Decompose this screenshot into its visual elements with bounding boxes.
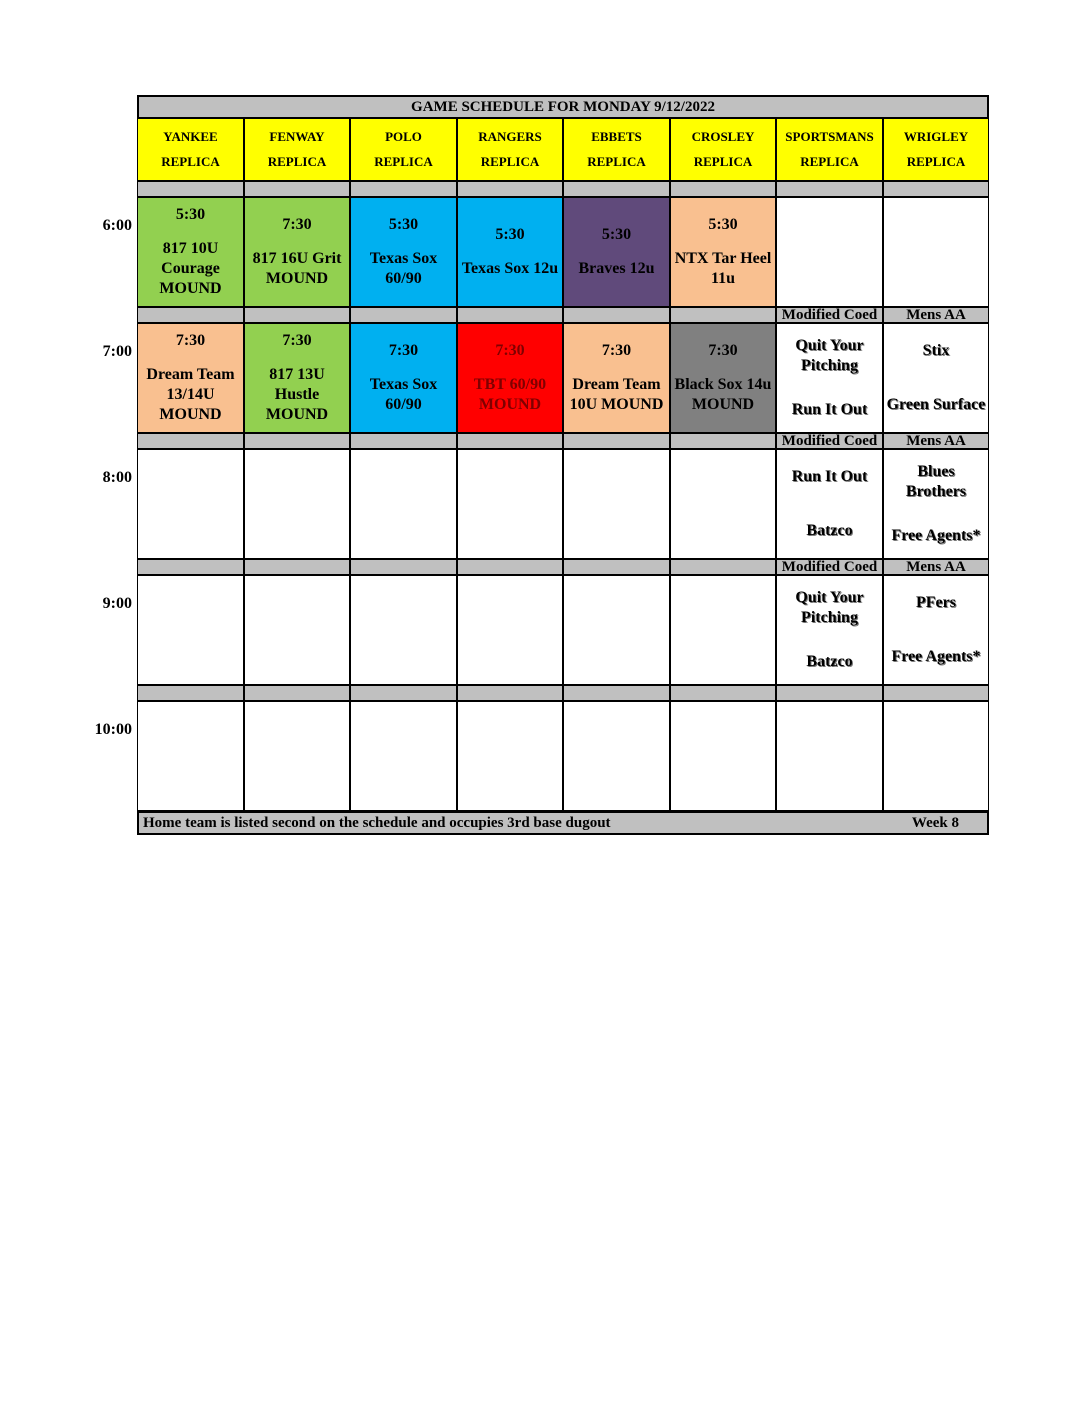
game-slot[interactable] <box>137 701 244 811</box>
game-time: 7:30 <box>282 332 312 349</box>
game-slot[interactable] <box>776 197 883 307</box>
schedule-title: GAME SCHEDULE FOR MONDAY 9/12/2022 <box>137 95 989 119</box>
separator-band <box>457 307 563 323</box>
separator-band <box>670 181 776 197</box>
visiting-team: Quit Your Pitching <box>795 337 864 374</box>
separator-band <box>244 307 350 323</box>
game-time: 5:30 <box>175 206 206 223</box>
separator-band <box>883 181 989 197</box>
game-time: 7:30 <box>601 342 632 359</box>
game-slot[interactable] <box>457 323 563 433</box>
game-slot[interactable] <box>776 323 883 433</box>
separator-band <box>244 181 350 197</box>
separator-band <box>776 307 883 323</box>
game-time: 7:30 <box>175 332 206 349</box>
separator-band <box>350 181 457 197</box>
game-slot[interactable] <box>244 323 350 433</box>
team-matchup: Texas Sox 12u <box>461 260 559 277</box>
field-header-ebbets <box>563 118 670 181</box>
field-name: SPORTSMANS <box>785 129 874 145</box>
visiting-team: PFers <box>916 594 956 611</box>
home-team-note: Home team is listed second on the schedule and occupies 3rd base dugout <box>143 814 611 831</box>
league-label-modified-coed: Modified Coed <box>781 559 878 575</box>
game-slot[interactable] <box>883 323 989 433</box>
separator-band <box>883 433 989 449</box>
field-name: EBBETS <box>591 129 642 145</box>
game-slot[interactable] <box>457 575 563 685</box>
home-team: Free Agents* <box>891 648 981 665</box>
field-subtitle: REPLICA <box>267 153 327 169</box>
field-name: CROSLEY <box>691 129 755 145</box>
separator-band <box>670 559 776 575</box>
field-subtitle: REPLICA <box>693 153 753 169</box>
separator-band <box>350 307 457 323</box>
field-subtitle: REPLICA <box>161 153 220 169</box>
field-name: YANKEE <box>163 129 218 145</box>
separator-band <box>563 433 670 449</box>
game-slot[interactable] <box>883 197 989 307</box>
field-subtitle: REPLICA <box>374 153 433 169</box>
team-matchup: NTX Tar Heel 11u <box>674 250 772 287</box>
separator-band <box>137 559 244 575</box>
separator-band <box>350 559 457 575</box>
separator-band <box>457 433 563 449</box>
separator-band <box>776 685 883 701</box>
separator-band <box>350 433 457 449</box>
game-slot[interactable] <box>883 575 989 685</box>
field-header-wrigley <box>883 118 989 181</box>
game-slot[interactable] <box>137 323 244 433</box>
league-label-mens-aa: Mens AA <box>906 307 966 323</box>
separator-band <box>776 181 883 197</box>
separator-band <box>137 685 244 701</box>
game-slot[interactable] <box>137 575 244 685</box>
separator-band <box>883 685 989 701</box>
separator-band <box>563 559 670 575</box>
game-slot[interactable] <box>883 449 989 559</box>
game-slot[interactable] <box>776 701 883 811</box>
separator-band <box>563 307 670 323</box>
field-header-polo <box>350 118 457 181</box>
league-label-mens-aa: Mens AA <box>906 559 966 575</box>
field-name: POLO <box>385 129 422 145</box>
field-name: WRIGLEY <box>903 129 969 145</box>
separator-band <box>137 307 244 323</box>
home-team: Run It Out <box>791 401 868 418</box>
separator-band <box>457 559 563 575</box>
game-slot[interactable] <box>137 449 244 559</box>
separator-band <box>670 685 776 701</box>
team-matchup: Texas Sox 60/90 <box>369 250 438 287</box>
game-slot[interactable] <box>776 449 883 559</box>
visiting-team: Quit Your Pitching <box>795 589 864 626</box>
game-time: 5:30 <box>708 216 738 233</box>
game-slot[interactable] <box>670 323 776 433</box>
game-slot[interactable] <box>670 197 776 307</box>
home-team: Free Agents* <box>891 527 981 544</box>
game-slot[interactable] <box>350 323 457 433</box>
game-slot[interactable] <box>670 575 776 685</box>
team-matchup: 817 16U Grit MOUND <box>252 250 342 287</box>
home-team: Batzco <box>806 522 853 539</box>
field-subtitle: REPLICA <box>800 153 859 169</box>
separator-band <box>457 181 563 197</box>
team-matchup: Texas Sox 60/90 <box>369 376 438 413</box>
separator-band <box>563 181 670 197</box>
game-time: 7:30 <box>708 342 738 359</box>
field-header-crosley <box>670 118 776 181</box>
separator-band <box>670 433 776 449</box>
field-header-sportsmans <box>776 118 883 181</box>
game-slot[interactable] <box>457 701 563 811</box>
game-time: 5:30 <box>601 226 632 243</box>
separator-band <box>776 433 883 449</box>
separator-band <box>137 181 244 197</box>
separator-band <box>776 559 883 575</box>
team-matchup: Dream Team 13/14U MOUND <box>146 366 235 423</box>
field-subtitle: REPLICA <box>906 153 966 169</box>
schedule-table <box>137 95 989 832</box>
home-team: Batzco <box>806 653 853 670</box>
separator-band <box>244 559 350 575</box>
field-header-rangers <box>457 118 563 181</box>
game-slot[interactable] <box>244 701 350 811</box>
game-slot[interactable] <box>137 197 244 307</box>
league-label-mens-aa: Mens AA <box>906 433 966 449</box>
game-slot[interactable] <box>563 323 670 433</box>
separator-band <box>244 685 350 701</box>
game-time: 7:30 <box>495 342 525 359</box>
game-slot[interactable] <box>883 701 989 811</box>
week-label: Week 8 <box>911 814 959 831</box>
game-slot[interactable] <box>244 197 350 307</box>
time-label: 10:00 <box>94 721 132 738</box>
home-team: Green Surface <box>886 396 986 413</box>
time-label: 9:00 <box>102 595 132 612</box>
team-matchup: TBT 60/90 MOUND <box>473 376 547 413</box>
separator-band <box>563 685 670 701</box>
separator-band <box>137 433 244 449</box>
time-label: 6:00 <box>102 217 132 234</box>
visiting-team: Blues Brothers <box>905 463 967 500</box>
game-slot[interactable] <box>563 197 670 307</box>
league-label-modified-coed: Modified Coed <box>781 433 878 449</box>
game-slot[interactable] <box>457 197 563 307</box>
separator-band <box>883 307 989 323</box>
separator-band <box>244 433 350 449</box>
field-subtitle: REPLICA <box>480 153 540 169</box>
game-slot[interactable] <box>244 449 350 559</box>
game-time: 7:30 <box>282 216 312 233</box>
team-matchup: Black Sox 14u MOUND <box>674 376 772 413</box>
field-subtitle: REPLICA <box>587 153 646 169</box>
time-label: 8:00 <box>102 469 132 486</box>
separator-band <box>350 685 457 701</box>
game-slot[interactable] <box>670 701 776 811</box>
game-slot[interactable] <box>350 197 457 307</box>
field-header-fenway <box>244 118 350 181</box>
game-slot[interactable] <box>350 449 457 559</box>
separator-band <box>883 559 989 575</box>
game-time: 5:30 <box>495 226 525 243</box>
game-slot[interactable] <box>563 575 670 685</box>
game-slot[interactable] <box>563 701 670 811</box>
game-time: 5:30 <box>388 216 419 233</box>
team-matchup: 817 10U Courage MOUND <box>159 240 222 297</box>
game-slot[interactable] <box>350 701 457 811</box>
separator-band <box>670 307 776 323</box>
team-matchup: 817 13U Hustle MOUND <box>265 366 329 423</box>
game-slot[interactable] <box>670 449 776 559</box>
visiting-team: Run It Out <box>791 468 868 485</box>
field-name: FENWAY <box>269 129 325 145</box>
game-slot[interactable] <box>350 575 457 685</box>
team-matchup: Dream Team 10U MOUND <box>569 376 664 413</box>
field-header-yankee <box>137 118 244 181</box>
team-matchup: Braves 12u <box>578 260 655 277</box>
league-label-modified-coed: Modified Coed <box>781 307 878 323</box>
separator-band <box>457 685 563 701</box>
visiting-team: Stix <box>922 342 950 359</box>
schedule-footer <box>137 811 989 835</box>
game-slot[interactable] <box>457 449 563 559</box>
game-slot[interactable] <box>776 575 883 685</box>
game-time: 7:30 <box>388 342 419 359</box>
game-slot[interactable] <box>244 575 350 685</box>
field-name: RANGERS <box>478 129 542 145</box>
time-label: 7:00 <box>102 343 132 360</box>
game-slot[interactable] <box>563 449 670 559</box>
